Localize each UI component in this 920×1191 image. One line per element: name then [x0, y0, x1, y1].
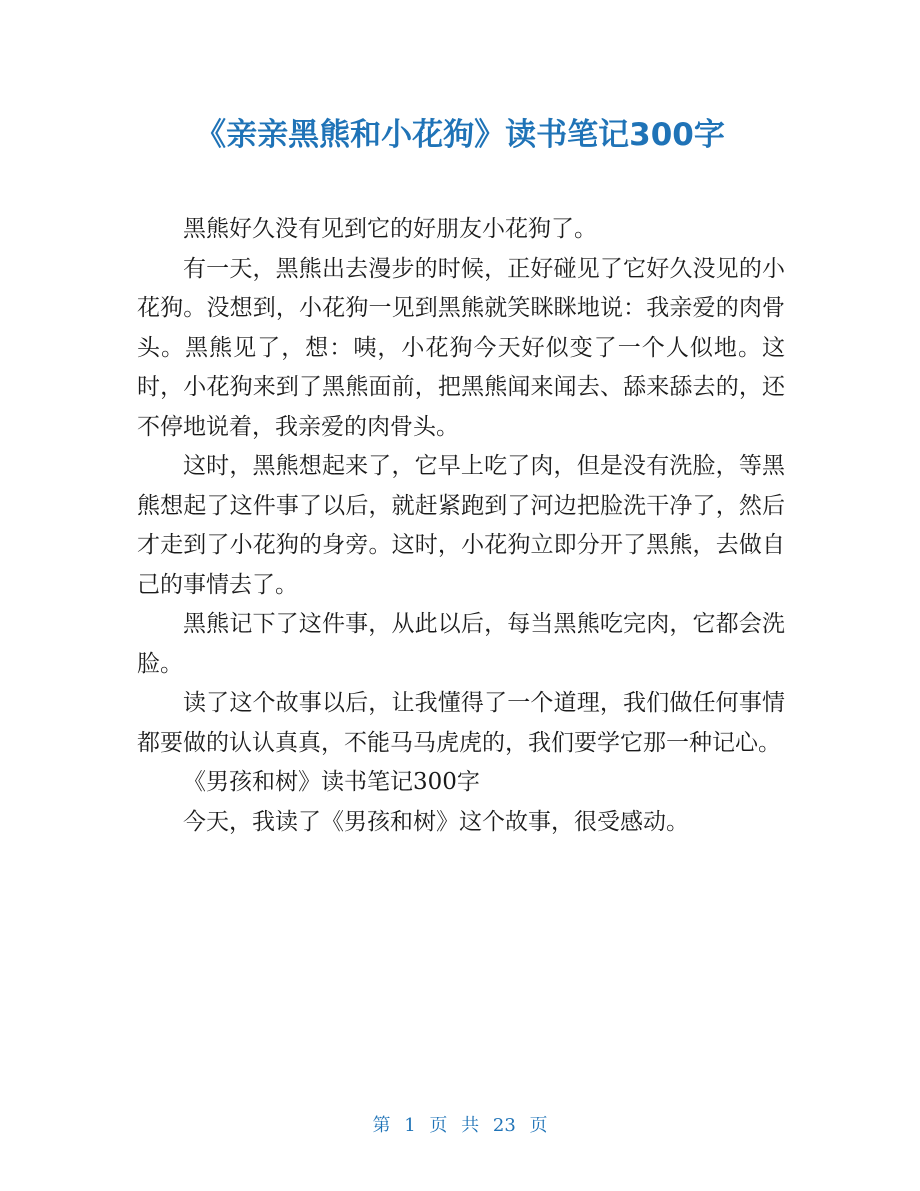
page-footer — [0, 1112, 920, 1140]
footer-ye: 页 — [529, 1115, 548, 1136]
subheading-paragraph: 《男孩和树》读书笔记300字 — [183, 769, 480, 795]
document-body — [137, 210, 785, 842]
paragraph: 这时，黑熊想起来了，它早上吃了肉，但是没有洗脸，等黑熊想起了这件事了以后，就赶紧跑到了河边把脸洗干净了，然后才走到了小花狗的身旁。这时，小花狗立即分开了黑熊，去做自己的事情去了。 — [137, 453, 785, 598]
footer-total-pages: 23 — [492, 1115, 516, 1136]
paragraph: 黑熊好久没有见到它的好朋友小花狗了。 — [183, 216, 597, 242]
footer-di: 第 — [372, 1115, 391, 1136]
paragraph: 读了这个故事以后，让我懂得了一个道理，我们做任何事情都要做的认认真真，不能马马虎虎的，我们要学它那一种记心。 — [137, 690, 785, 756]
paragraph: 今天，我读了《男孩和树》这个故事，很受感动。 — [183, 808, 689, 835]
document-title: 《亲亲黑熊和小花狗》读书笔记300字 — [195, 117, 725, 153]
footer-page-number: 1 — [404, 1115, 416, 1136]
paragraph: 有一天，黑熊出去漫步的时候，正好碰见了它好久没见的小花狗。没想到，小花狗一见到黑熊就笑眯眯地说：我亲爱的肉骨头。黑熊见了，想：咦，小花狗今天好似变了一个人似地。这时，小花狗来到了黑熊面前，把黑熊闻来闻去、舔来舔去的，还不停地说着，我亲爱的肉骨头。 — [137, 255, 785, 440]
paragraph: 黑熊记下了这件事，从此以后，每当黑熊吃完肉，它都会洗脸。 — [137, 611, 785, 677]
footer-gong: 共 — [461, 1115, 480, 1136]
footer-ye: 页 — [429, 1115, 448, 1136]
